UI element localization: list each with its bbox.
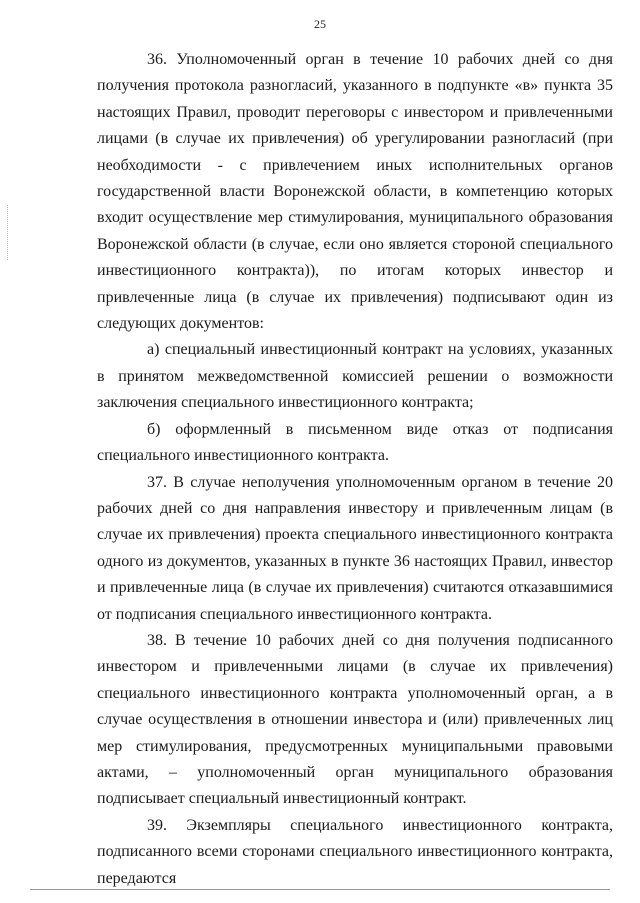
bottom-rule [30, 889, 610, 890]
page-number: 25 [314, 17, 326, 31]
document-body [97, 47, 613, 892]
paragraph-39: 39. Экземпляры специального инвестиционного контракта, подписанного всеми сторонами специального инвестиционного контракта, передаются [97, 816, 613, 887]
paragraph-36-subitem-a: а) специальный инвестиционный контракт на условиях, указанных в принятом межведомственной комиссией решении о возможности заключения специального инвестиционного контракта; [97, 341, 613, 412]
margin-scan-mark [7, 205, 9, 260]
paragraph-36-subitem-b: б) оформленный в письменном виде отказ от подписания специального инвестиционного контракта. [97, 420, 613, 465]
paragraph-36: 36. Уполномоченный орган в течение 10 рабочих дней со дня получения протокола разногласий, указанного в подпункте «в» пункта 35 настоящих Правил, проводит переговоры с инвестором и привлеченными лицами (в случае их привлечения) об урегулировании разногласий (при необходимости - с привлечением иных исполнительных органов государственной власти Воронежской области, в компетенцию которых входит осуществление мер стимулирования, муниципального образования Воронежской области (в случае, если оно является стороной специального инвестиционного контракта)), по итогам которых инвестор и привлеченные лица (в случае их привлечения) подписывают один из следующих документов: [97, 51, 613, 333]
paragraph-37: 37. В случае неполучения уполномоченным органом в течение 20 рабочих дней со дня направления инвестору и привлеченным лицам (в случае их привлечения) проекта специального инвестиционного контракта одного из документов, указанных в пункте 36 настоящих Правил, инвестор и привлеченные лица (в случае их привлечения) считаются отказавшимися от подписания специального инвестиционного контракта. [97, 473, 613, 623]
paragraph-38: 38. В течение 10 рабочих дней со дня получения подписанного инвестором и привлеченными лицами (в случае их привлечения) специального инвестиционного контракта уполномоченный орган, а в случае осуществления в отношении инвестора и (или) привлеченных лиц мер стимулирования, предусмотренных муниципальными правовыми актами, – уполномоченный орган муниципального образования подписывает специальный инвестиционный контракт. [97, 631, 613, 808]
